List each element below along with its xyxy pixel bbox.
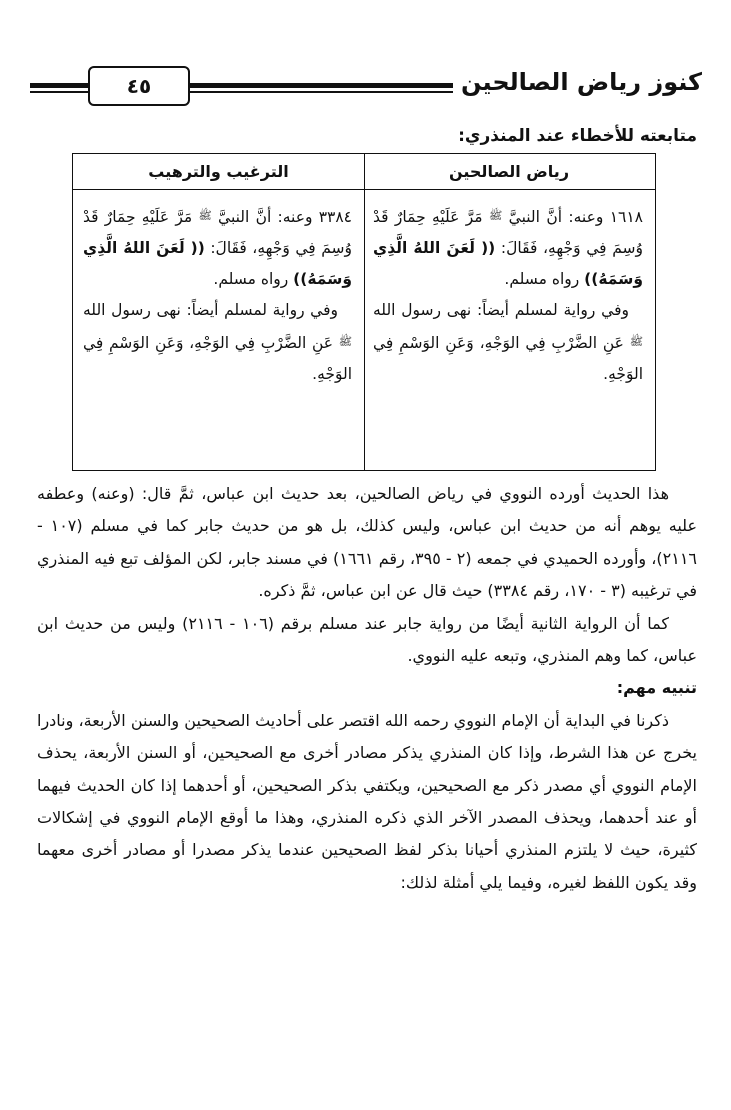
header-rule-left-thin (30, 91, 90, 93)
paragraph-commentary: هذا الحديث أورده النووي في رياض الصالحين، بعد حديث ابن عباس، ثمَّ قال: (وعنه) وعطفه عليه يوهم أنه من حديث ابن عباس، وليس كذلك، بل هو من حديث جابر كما في مسلم (١٠٧ - ٢١١٦)، وأورده الحميدي في جمعه (٢ - ٣٩٥، رقم ١٦٦١) في مسند جابر، لكن المؤلف تبع فيه المنذري في ترغيبه (٣ - ١٧٠، رقم ٣٣٨٤) حيث قال عن ابن عباس، ثمَّ ذكره. (37, 484, 698, 601)
hadith-variant (373, 295, 643, 390)
hadith-quote: (( لَعَنَ اللهُ الَّذِي وَسَمَهُ)) (373, 239, 643, 288)
salawat-glyph: ﷺ (338, 335, 352, 348)
hadith-text-part: وعنه: أنَّ النبيَّ (502, 208, 610, 226)
hadith-text-part: عَنِ الضَّرْبِ فِي الوَجْهِ، وَعَنِ الوَسْمِ فِي الوَجْهِ. (373, 334, 643, 383)
hadith-text-part: عَنِ الضَّرْبِ فِي الوَجْهِ، وَعَنِ الوَسْمِ فِي الوَجْهِ. (83, 334, 352, 383)
hadith-text-part: وفي رواية لمسلم أيضاً: نهى رسول الله (83, 301, 338, 319)
hadith-number: ١٦١٨ (609, 208, 643, 226)
hadith-source: رواه مسلم. (213, 270, 294, 288)
hadith-quote: (( لَعَنَ اللهُ الَّذِي وَسَمَهُ)) (83, 239, 352, 288)
page-header (30, 60, 702, 110)
salawat-glyph: ﷺ (629, 335, 643, 348)
hadith-source: رواه مسلم. (504, 270, 585, 288)
salawat-glyph: ﷺ (488, 209, 503, 222)
hadith-text-part: وفي رواية لمسلم أيضاً: نهى رسول الله (373, 301, 629, 319)
hadith-number: ٣٣٨٤ (318, 208, 352, 226)
paragraph-second-narration: كما أن الرواية الثانية أيضًا من رواية جابر عند مسلم برقم (١٠٦ - ٢١١٦) وليس من حديث ابن عباس، كما وهم المنذري، وتبعه عليه النووي. (37, 613, 697, 666)
note-heading: تنبيه مهم: (616, 678, 697, 698)
column-body-riyad (363, 190, 655, 390)
hadith-text-part: مَرَّ عَلَيْهِ حِمَارٌ قَدْ وُسِمَ فِي وَجْهِهِ، فَقَالَ: (373, 208, 644, 257)
comparison-table (72, 153, 656, 471)
salawat-glyph: ﷺ (198, 209, 212, 222)
column-heading-riyad: رياض الصالحين (363, 154, 655, 190)
paragraph-note: ذكرنا في البداية أن الإمام النووي رحمه الله اقتصر على أحاديث الصحيحين والسنن الأربعة، ونادرا يخرج عن هذا الشرط، وإذا كان المنذري يذكر مصادر أخرى مع الصحيحين، أو السنن الأربعة، يحذف الإمام النووي أي مصدر ذكر مع الصحيحين، ويكتفي بذكر الصحيحين، أو أحدهما إذا كان الحديث فيهما أو عند أحدهما، ويحذف المصدر الآخر الذي ذكره المنذري، وهذا ما أوقع الإمام النووي في إشكالات كثيرة، حيث لا يلتزم المنذري أحيانا بذكر لفظ الصحيحين عندما يذكر مصدرا أو مصادر أخرى معهما وقد يكون اللفظ لغيره، وفيما يلي أمثلة لذلك: (37, 710, 697, 892)
hadith-variant (83, 295, 352, 390)
main-text (37, 478, 697, 899)
column-targhib (73, 154, 365, 470)
hadith-text (373, 200, 643, 295)
book-title: كنوز رياض الصالحين (453, 68, 702, 102)
hadith-text-part: وعنه: أنَّ النبيَّ (211, 208, 319, 226)
section-title: متابعته للأخطاء عند المنذري: (458, 126, 697, 146)
column-body-targhib (73, 190, 364, 390)
column-riyad (363, 154, 655, 470)
column-heading-targhib: الترغيب والترهيب (73, 154, 364, 190)
header-rule-left (30, 83, 90, 88)
hadith-text-part: مَرَّ عَلَيْهِ حِمَارٌ قَدْ وُسِمَ فِي وَجْهِهِ، فَقَالَ: (83, 208, 352, 257)
page-number: ٤٥ (88, 66, 190, 106)
hadith-text (83, 200, 352, 295)
